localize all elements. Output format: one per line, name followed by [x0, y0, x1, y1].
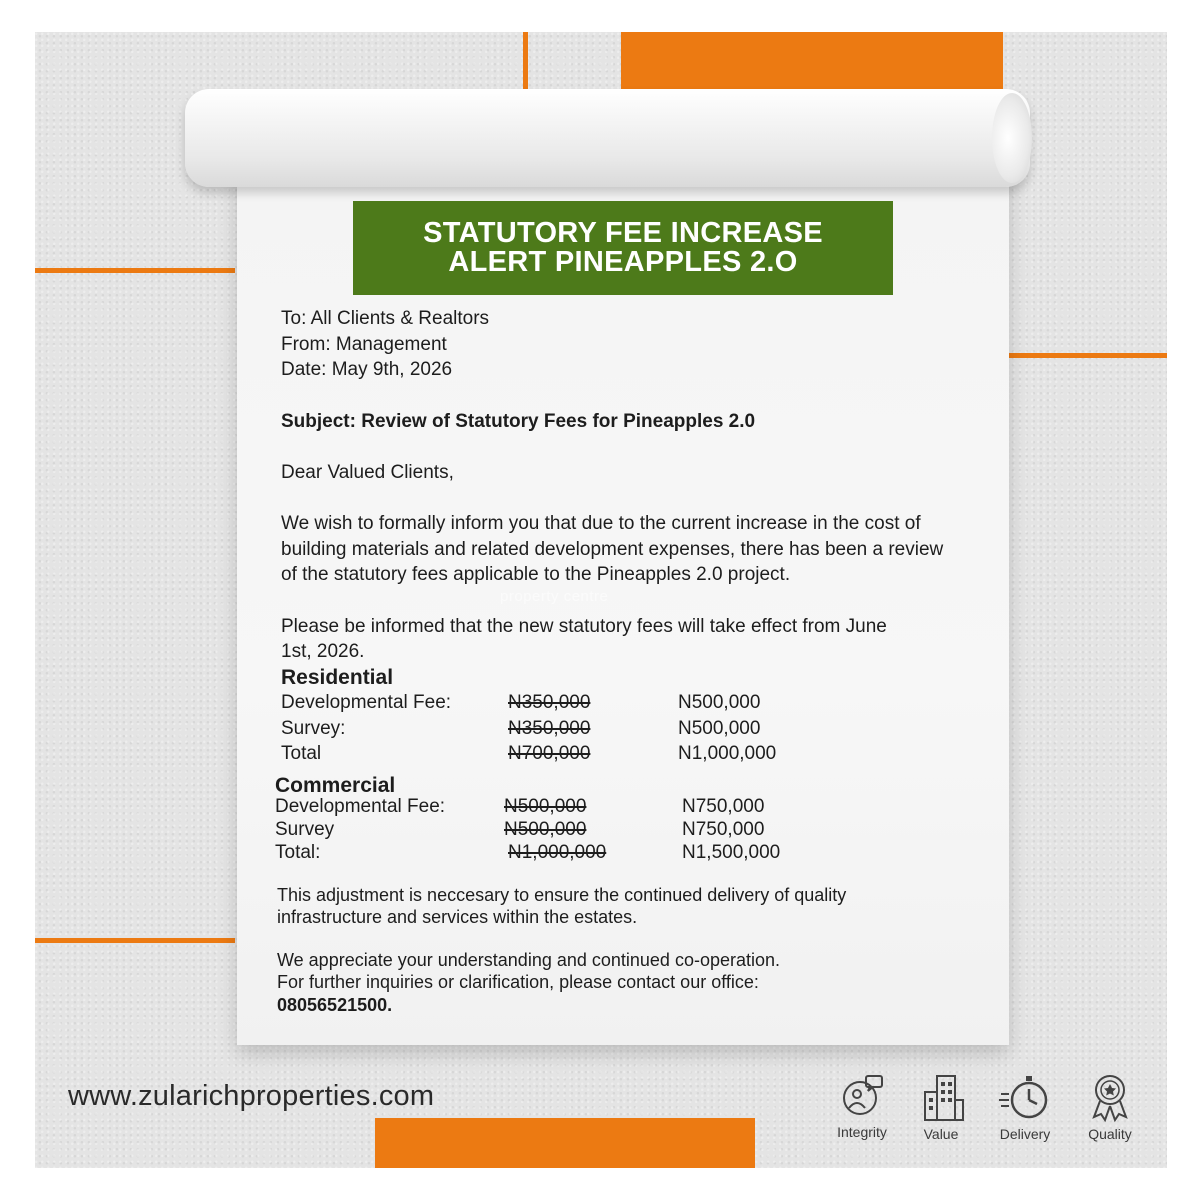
residential-heading: Residential	[281, 666, 394, 689]
commercial-old-fee: N500,000	[504, 796, 587, 817]
commercial-old-fee: N500,000	[504, 819, 587, 840]
buildings-icon	[915, 1072, 967, 1124]
title-banner	[353, 201, 893, 295]
orange-line-right	[1009, 353, 1167, 358]
commercial-old-fee: N1,000,000	[508, 842, 607, 863]
commercial-row-label: Developmental Fee:	[275, 796, 446, 817]
stopwatch-icon	[997, 1072, 1053, 1124]
memo-date: Date: May 9th, 2026	[281, 359, 453, 380]
memo-from: From: Management	[281, 334, 447, 355]
paper-roll-end	[992, 93, 1032, 183]
effective-notice-line: 1st, 2026.	[281, 641, 365, 662]
memo-to: To: All Clients & Realtors	[281, 308, 490, 329]
residential-row-label: Total	[281, 743, 322, 764]
commercial-heading: Commercial	[275, 774, 396, 797]
memo-subject: Subject: Review of Statutory Fees for Pineapples 2.0	[281, 411, 756, 432]
inquiries-line: For further inquiries or clarification, please contact our office:	[277, 972, 759, 992]
paper-roll	[185, 89, 1030, 187]
residential-new-fee: N500,000	[678, 718, 761, 739]
residential-new-fee: N500,000	[678, 692, 761, 713]
commercial-new-fee: N750,000	[682, 819, 765, 840]
adjustment-line: infrastructure and services within the estates.	[277, 907, 638, 927]
residential-old-fee: N350,000	[508, 718, 591, 739]
residential-old-fee: N700,000	[508, 743, 591, 764]
title-line-1: STATUTORY FEE INCREASE	[423, 217, 823, 249]
adjustment-line: This adjustment is neccesary to ensure the continued delivery of quality	[277, 885, 847, 905]
appreciation-line: We appreciate your understanding and continued co-operation.	[277, 950, 781, 970]
residential-row-label: Developmental Fee:	[281, 692, 452, 713]
website-url: www.zularichproperties.com	[68, 1080, 435, 1112]
orange-line-left-upper	[35, 268, 235, 273]
orange-line-left-lower	[35, 938, 235, 943]
award-ribbon-icon	[1086, 1072, 1134, 1124]
handshake-chat-icon	[836, 1072, 888, 1122]
orange-line-vertical	[523, 32, 528, 92]
residential-row-label: Survey:	[281, 718, 346, 739]
commercial-new-fee: N1,500,000	[682, 842, 781, 863]
residential-old-fee: N350,000	[508, 692, 591, 713]
office-phone: 08056521500.	[277, 995, 393, 1015]
body-paragraph-line: building materials and related development expenses, there has been a review	[281, 539, 944, 560]
body-paragraph-line: We wish to formally inform you that due to the current increase in the cost of	[281, 513, 921, 534]
effective-notice-line: Please be informed that the new statutory fees will take effect from June	[281, 616, 887, 637]
badge-delivery	[985, 1072, 1065, 1142]
badge-quality	[1070, 1072, 1150, 1142]
badge-label: Quality	[1088, 1126, 1132, 1142]
commercial-row-label: Total:	[275, 842, 321, 863]
orange-block-top	[621, 32, 1003, 96]
orange-block-bottom	[375, 1118, 755, 1168]
badge-integrity	[822, 1072, 902, 1140]
commercial-new-fee: N750,000	[682, 796, 765, 817]
body-paragraph-line: of the statutory fees applicable to the Pineapples 2.0 project.	[281, 564, 791, 585]
title-line-2: ALERT PINEAPPLES 2.O	[448, 246, 798, 278]
residential-new-fee: N1,000,000	[678, 743, 777, 764]
badge-label: Value	[923, 1126, 959, 1142]
badge-value	[901, 1072, 981, 1142]
commercial-row-label: Survey	[275, 819, 335, 840]
badge-label: Integrity	[837, 1124, 887, 1140]
badge-label: Delivery	[999, 1126, 1051, 1142]
watermark: property centre	[500, 588, 609, 605]
memo-salutation: Dear Valued Clients,	[281, 462, 454, 483]
